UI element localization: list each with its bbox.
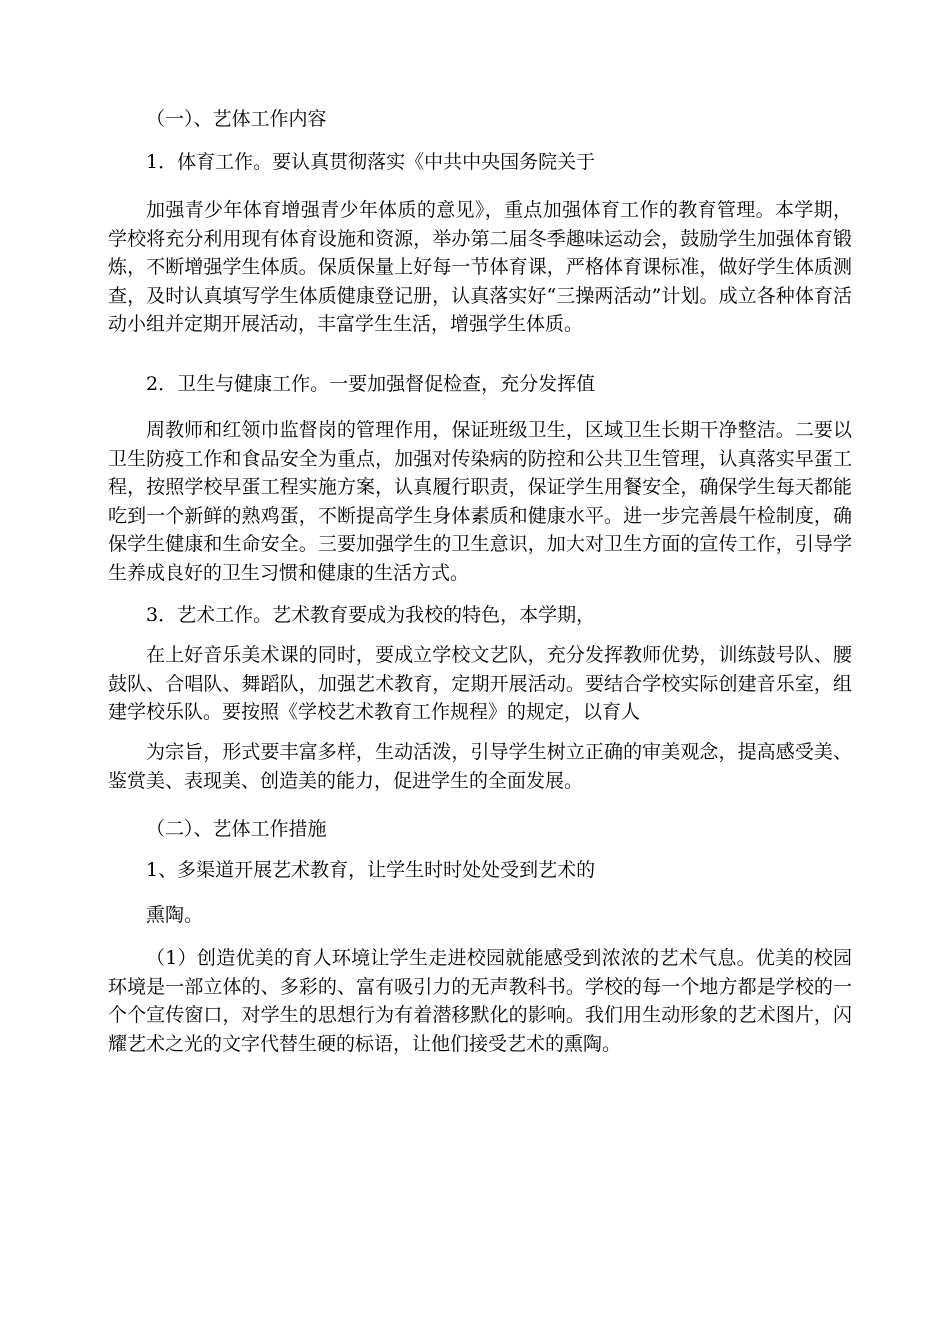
section-heading-2: （二）、艺体工作措施	[146, 818, 327, 840]
paragraph-health-body: 周教师和红领巾监督岗的管理作用，保证班级卫生，区域卫生长期干净整洁。二要以卫生防疫工作和食品安全为重点，加强对传染病的防控和公共卫生管理，认真落实早蛋工程，按照学校早蛋工程实施方案，认真履行职责，保证学生用餐安全，确保学生每天都能吃到一个新鲜的熟鸡蛋，不断提高学生身体素质和健康水平。进一步完善晨午检制度，确保学生健康和生命安全。三要加强学生的卫生意识，加大对卫生方面的宣传工作，引导学生养成良好的卫生习惯和健康的生活方式。	[108, 419, 852, 584]
paragraph-measure-1-item-1: （1）创造优美的育人环境让学生走进校园就能感受到浓浓的艺术气息。优美的校园环境是一部立体的、多彩的、富有吸引力的无声教科书。学校的每一个地方都是学校的一个个宣传窗口，对学生的思想行为有着潜移默化的影响。我们用生动形象的艺术图片，闪耀艺术之光的文字代替生硬的标语，让他们接受艺术的熏陶。	[108, 947, 852, 1055]
paragraph-art-purpose: 为宗旨，形式要丰富多样，生动活泼，引导学生树立正确的审美观念，提高感受美、鉴赏美、表现美、创造美的能力，促进学生的全面发展。	[108, 741, 852, 792]
paragraph-measure-1-cont: 熏陶。	[146, 904, 204, 926]
paragraph-art-intro: 3．艺术工作。艺术教育要成为我校的特色，本学期，	[146, 604, 596, 626]
paragraph-health-intro: 2．卫生与健康工作。一要加强督促检查，充分发挥值	[146, 373, 596, 395]
paragraph-pe-intro: 1．体育工作。要认真贯彻落实《中共中央国务院关于	[146, 151, 596, 173]
paragraph-pe-body: 加强青少年体育增强青少年体质的意见》，重点加强体育工作的教育管理。本学期，学校将充分利用现有体育设施和资源，举办第二届冬季趣味运动会，鼓励学生加强体育锻炼，不断增强学生体质。保质保量上好每一节体育课，严格体育课标准，做好学生体质测查，及时认真填写学生体质健康登记册，认真落实好“三操两活动”计划。成立各种体育活动小组并定期开展活动，丰富学生生活，增强学生体质。	[108, 199, 852, 336]
paragraph-measure-1: 1、多渠道开展艺术教育，让学生时时处处受到艺术的	[146, 859, 596, 881]
section-heading-1: （一）、艺体工作内容	[146, 108, 327, 130]
paragraph-art-body: 在上好音乐美术课的同时，要成立学校文艺队，充分发挥教师优势，训练鼓号队、腰鼓队、合唱队、舞蹈队，加强艺术教育，定期开展活动。要结合学校实际创建音乐室，组建学校乐队。要按照《学校艺术教育工作规程》的规定，以育人	[108, 644, 852, 724]
